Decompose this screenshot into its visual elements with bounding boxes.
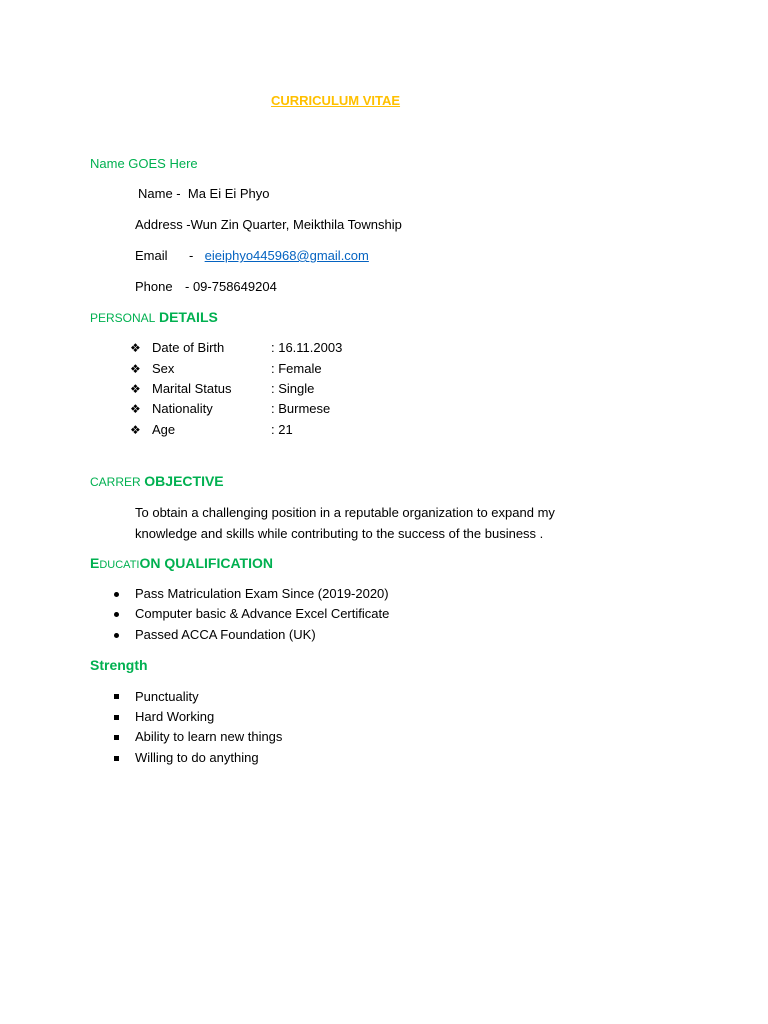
email-label: Email (135, 248, 168, 263)
list-item: Willing to do anything (135, 750, 259, 765)
objective-line-2: knowledge and skills while contributing to the success of the business . (135, 526, 544, 541)
square-bullet-icon (114, 694, 119, 699)
name-label: Name - (138, 186, 181, 201)
list-item: Computer basic & Advance Excel Certificate (135, 606, 390, 621)
square-bullet-icon (114, 756, 119, 761)
email-separator: - (189, 248, 194, 263)
contact-address (135, 217, 402, 232)
education-heading (90, 555, 273, 571)
objective-line-1: To obtain a challenging position in a reputable organization to expand my (135, 505, 555, 520)
list-item: Punctuality (135, 689, 199, 704)
list-item (130, 340, 342, 355)
objective-heading-small: CARRER (90, 475, 141, 489)
diamond-bullet-icon: ❖ (130, 382, 141, 396)
detail-value: : Single (271, 381, 315, 396)
education-heading-initial: E (90, 555, 100, 571)
detail-label: Marital Status (152, 381, 232, 396)
personal-heading-big: DETAILS (158, 309, 218, 325)
email-link[interactable]: eieiphyo445968@gmail.com (204, 248, 369, 263)
diamond-bullet-icon: ❖ (130, 402, 141, 416)
diamond-bullet-icon: ❖ (130, 341, 141, 355)
personal-heading-small: PERSONAL (90, 311, 156, 325)
phone-value: - 09-758649204 (185, 279, 277, 294)
page-title: CURRICULUM VITAE (271, 93, 401, 108)
round-bullet-icon (114, 592, 119, 597)
square-bullet-icon (114, 715, 119, 720)
contact-email (135, 248, 369, 263)
list-item (130, 361, 322, 376)
detail-value: : Female (271, 361, 322, 376)
round-bullet-icon (114, 633, 119, 638)
contact-phone (135, 279, 277, 294)
strength-heading: Strength (90, 657, 148, 673)
personal-details-heading (90, 309, 218, 325)
name-value: Ma Ei Ei Phyo (187, 186, 270, 201)
diamond-bullet-icon: ❖ (130, 423, 141, 437)
detail-label: Nationality (152, 401, 213, 416)
list-item: Passed ACCA Foundation (UK) (135, 627, 316, 642)
phone-label: Phone (135, 279, 173, 294)
education-heading-big: ON QUALIFICATION (139, 555, 273, 571)
detail-label: Age (152, 422, 176, 437)
address-label: Address - (135, 217, 191, 232)
contact-name (138, 186, 270, 201)
career-objective-heading (90, 473, 224, 489)
diamond-bullet-icon: ❖ (130, 362, 141, 376)
detail-value: : 21 (271, 422, 293, 437)
list-item (130, 422, 293, 437)
objective-heading-big: OBJECTIVE (144, 473, 224, 489)
list-item: Hard Working (135, 709, 215, 724)
list-item: Ability to learn new things (135, 729, 283, 744)
address-value: Wun Zin Quarter, Meikthila Township (190, 217, 402, 232)
list-item (130, 401, 330, 416)
detail-value: : Burmese (271, 401, 331, 416)
education-heading-small: DUCATI (99, 559, 140, 571)
list-item: Pass Matriculation Exam Since (2019-2020) (135, 586, 389, 601)
round-bullet-icon (114, 612, 119, 617)
detail-label: Sex (152, 361, 175, 376)
detail-value: : 16.11.2003 (271, 340, 343, 355)
name-header: Name GOES Here (90, 156, 198, 171)
square-bullet-icon (114, 735, 119, 740)
detail-label: Date of Birth (152, 340, 225, 355)
list-item (130, 381, 314, 396)
